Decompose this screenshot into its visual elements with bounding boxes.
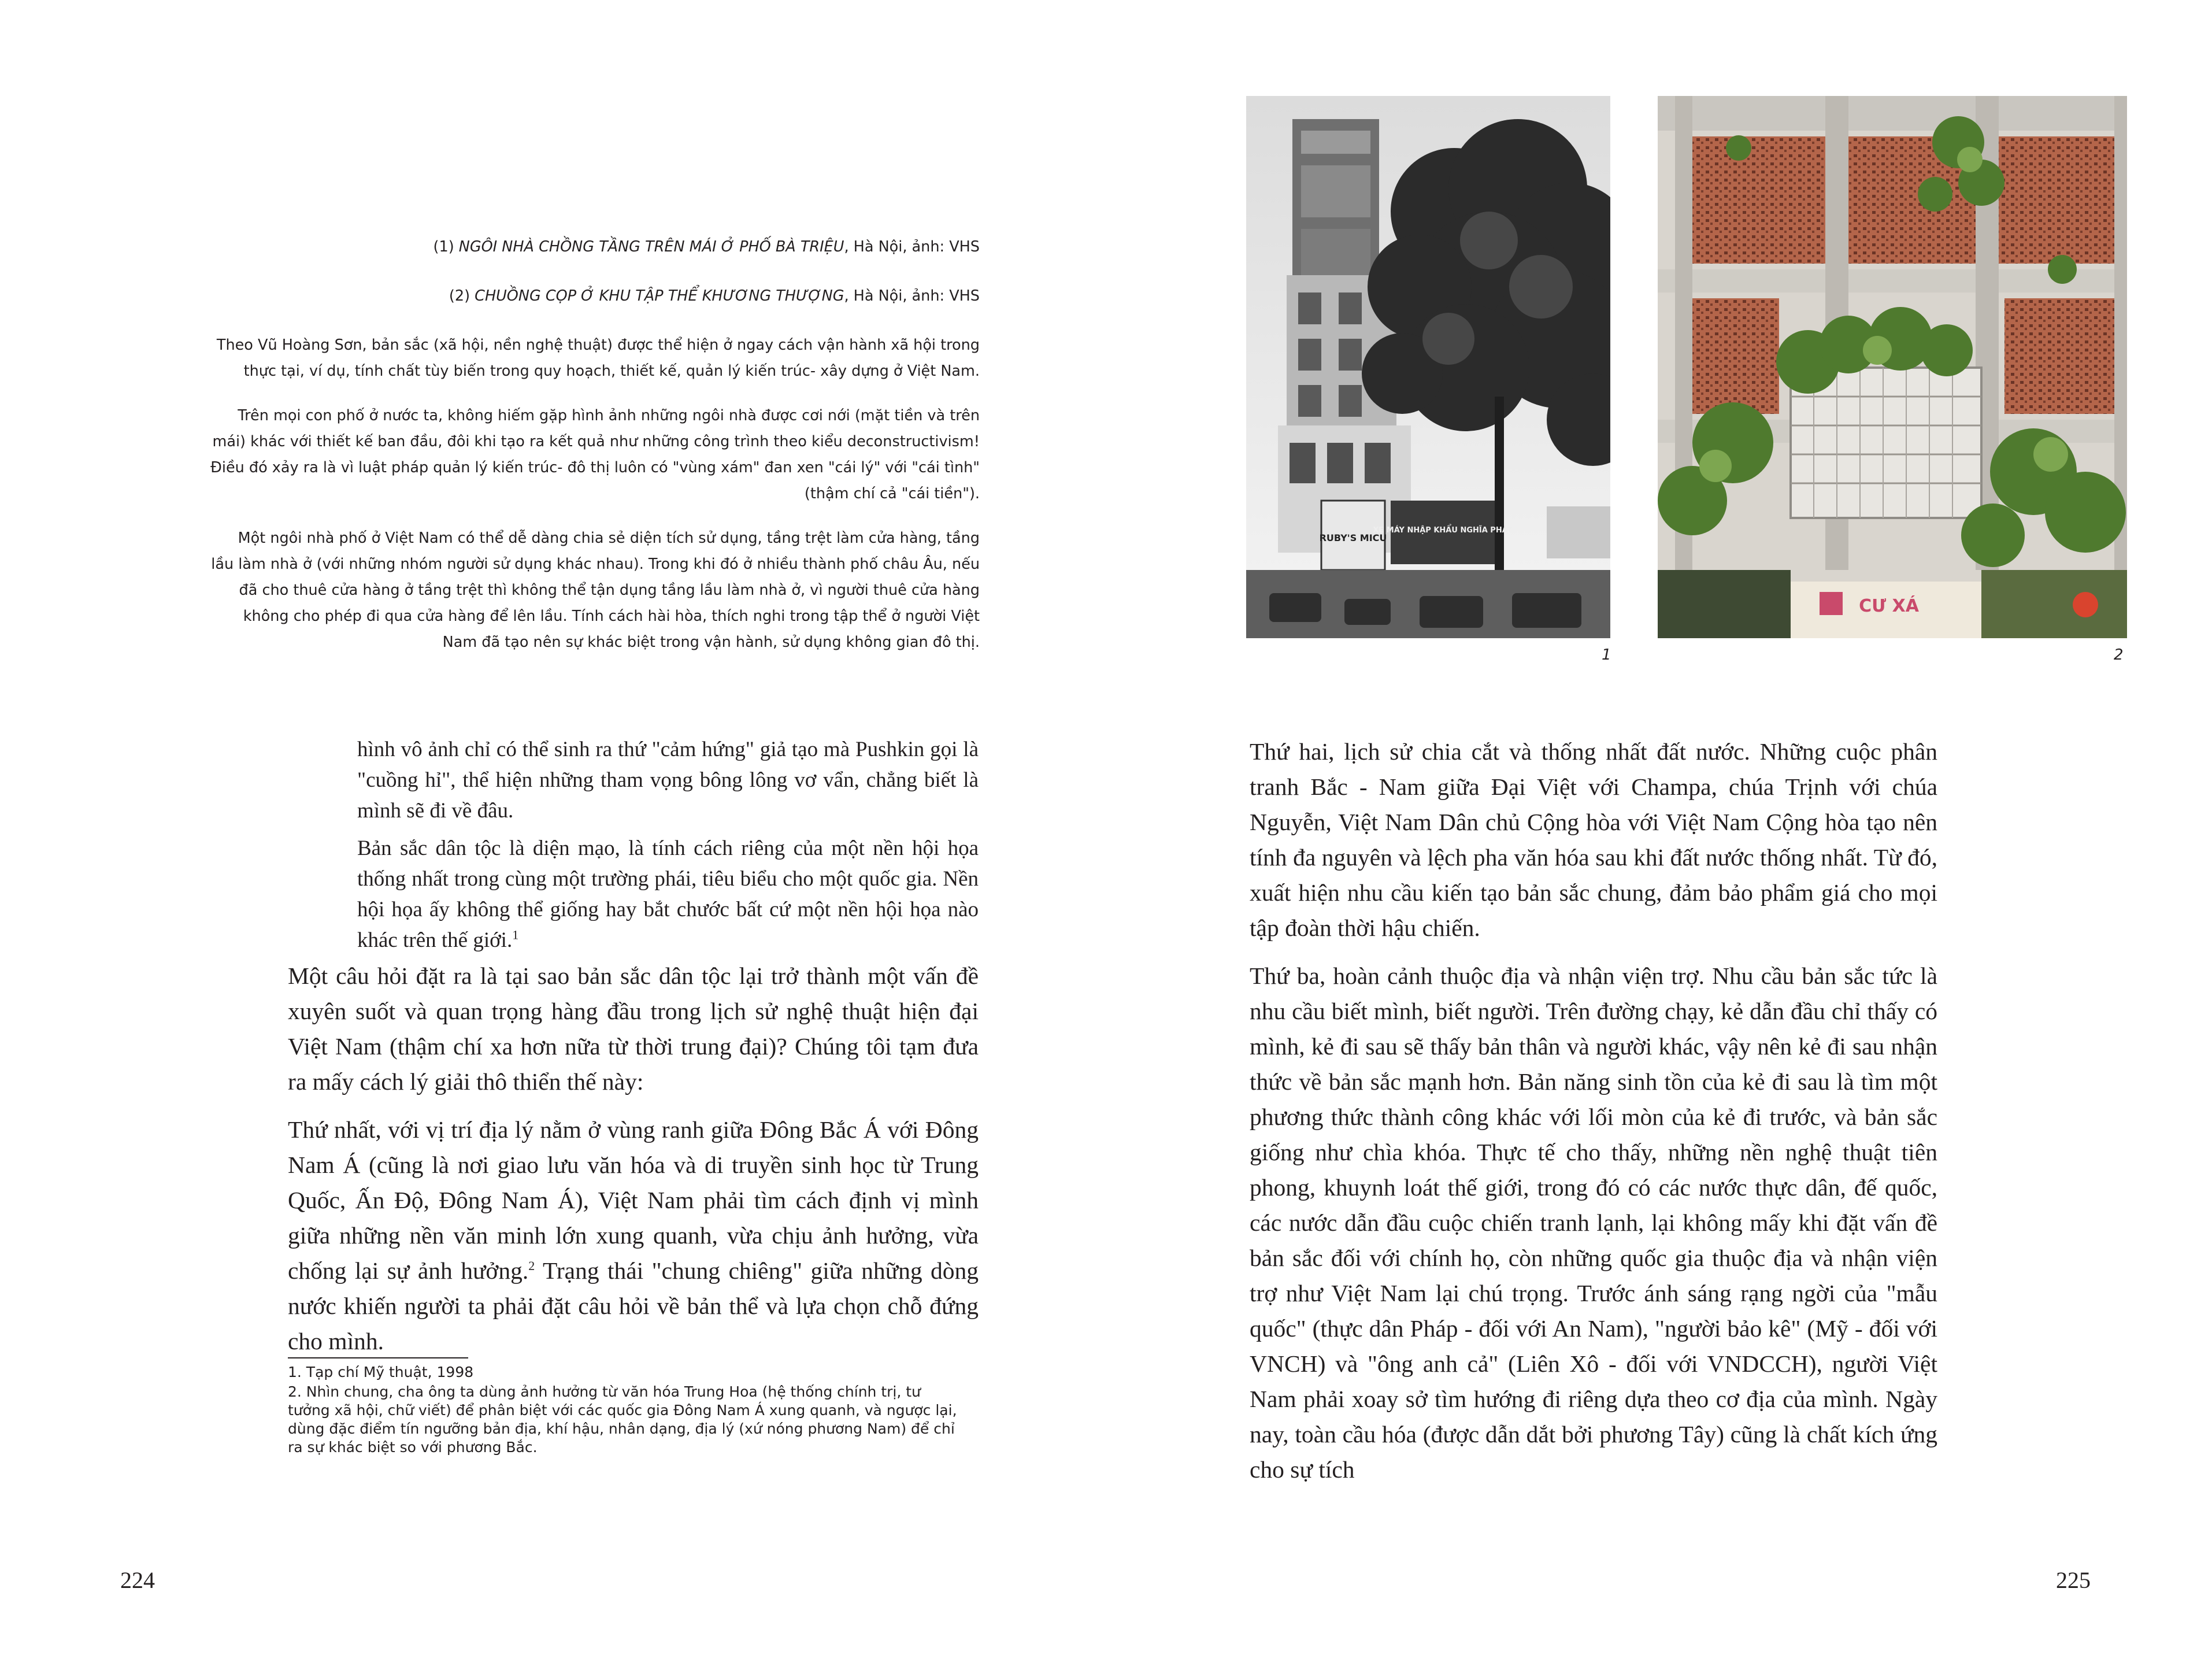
photo-rooftop-house	[1246, 96, 1610, 638]
photo-number-2: 2	[2114, 646, 2124, 664]
right-page	[1106, 0, 2212, 1666]
photo-sign-ruby: RUBY'S MICU	[1319, 532, 1387, 543]
footnote: 1. Tạp chí Mỹ thuật, 1998	[288, 1364, 474, 1380]
photo-caption-2: (2) CHUỒNG CỌP Ở KHU TẬP THỂ KHƯƠNG THƯỢNG, Hà Nội, ảnh: VHS	[449, 287, 980, 305]
footnote-ref: 1	[512, 927, 519, 942]
photo-sign-nghia-phat: XE MÁY NHẬP KHẨU NGHĨA PHÁT	[1373, 526, 1513, 535]
side-note	[116, 234, 980, 674]
body-paragraph: Thứ ba, hoàn cảnh thuộc địa và nhận viện trợ. Nhu cầu bản sắc tức là nhu cầu biết mình, biết người. Trên đường chạy, kẻ dẫn đầu chỉ thấy có mình, kẻ đi sau sẽ thấy bản thân và người khác, vậy nên kẻ đi sau nhận thức về bản sắc mạnh hơn. Bản năng sinh tồn của kẻ đi sau là tìm một phương thức thành công khác với lối mòn của kẻ đi trước, và bản sắc giống như chìa khóa. Thực tế cho thấy, những nền nghệ thuật tiên phong, khuynh loát thế giới, trong đó có các nước thực dân, đế quốc, các nước dẫn đầu cuộc chiến tranh lạnh, lại không mấy khi đặt vấn đề bản sắc đối với chính họ, còn những quốc gia thuộc địa và nhận viện trợ như Việt Nam lại chú trọng. Trước ánh sáng rạng ngời của "mẫu quốc" (thực dân Pháp - đối với An Nam), "người bảo kê" (Mỹ - đối với VNCH) và "ông anh cả" (Liên Xô - đối với VNDCCH), người Việt Nam phải xoay sở tìm hướng đi riêng dựa theo cơ địa của mình. Ngày nay, toàn cầu hóa (được dẫn dắt bởi phương Tây) cũng là chất kích ứng cho sự tích	[1250, 962, 1937, 1483]
note-paragraph: Theo Vũ Hoàng Sơn, bản sắc (xã hội, nền nghệ thuật) được thể hiện ở ngay cách vận hành xã hội trong thực tại, ví dụ, tính chất tùy biến trong quy hoạch, thiết kế, quản lý kiến trúc- xây dựng ở Việt Nam.	[216, 336, 980, 380]
photo-rooftop-house-image	[1246, 96, 1610, 638]
body-paragraph: Thứ nhất, với vị trí địa lý nằm ở vùng ranh giữa Đông Bắc Á với Đông Nam Á (cũng là nơi giao lưu văn hóa và di truyền sinh học từ Trung Quốc, Ấn Độ, Đông Nam Á), Việt Nam phải tìm cách định vị mình giữa những nền văn minh lớn xung quanh, vừa chịu ảnh hưởng, vừa chống lại sự ảnh hưởng.$^2$ Trạng thái "chung chiêng" giữa những dòng nước khiến người ta phải đặt câu hỏi về bản thể và lựa chọn chỗ đứng cho mình.	[288, 1116, 979, 1354]
footnotes	[288, 1363, 958, 1458]
photo-sign-cu-xa: CƯ XÁ	[1859, 596, 1919, 616]
footnote-ref: 2	[528, 1258, 535, 1273]
photo-tiger-cage-balcony	[1658, 96, 2127, 638]
photo-tiger-cage-balcony-image	[1658, 96, 2127, 638]
page-number: 224	[120, 1567, 155, 1593]
footnote-divider	[288, 1357, 468, 1358]
quote-paragraph: Bản sắc dân tộc là diện mạo, là tính cách riêng của một nền hội họa thống nhất trong cùng một trường phái, tiêu biểu cho một quốc gia. Nền hội họa ấy không thể giống hay bắt chước bất cứ một nền hội họa nào khác trên thế giới.$^1$	[357, 836, 979, 952]
quote-paragraph: hình vô ảnh chỉ có thể sinh ra thứ "cảm hứng" giả tạo mà Pushkin gọi là "cuồng hỉ", thể hiện những tham vọng bông lông vơ vẩn, chẳng biết là mình sẽ đi về đâu.	[357, 738, 979, 823]
photo-caption-1: (1) NGÔI NHÀ CHỒNG TẦNG TRÊN MÁI Ở PHỐ BÀ TRIỆU, Hà Nội, ảnh: VHS	[433, 238, 980, 256]
page-number: 225	[2056, 1567, 2091, 1593]
body-text	[1250, 734, 1937, 1487]
body-paragraph: Một câu hỏi đặt ra là tại sao bản sắc dân tộc lại trở thành một vấn đề xuyên suốt và quan trọng hàng đầu trong lịch sử nghệ thuật hiện đại Việt Nam (thậm chí xa hơn nữa từ thời trung đại)? Chúng tôi tạm đưa ra mấy cách lý giải thô thiển thế này:	[288, 962, 979, 1095]
body-text	[288, 958, 979, 1359]
footnote: 2. Nhìn chung, cha ông ta dùng ảnh hưởng từ văn hóa Trung Hoa (hệ thống chính trị, tư tưởng xã hội, chữ viết) để phân biệt với các quốc gia Đông Nam Á xung quanh, và ngược lại, dùng đặc điểm tín ngưỡng bản địa, khí hậu, nhân dạng, địa lý (xứ nóng phương Nam) để chỉ ra sự khác biệt so với phương Bắc.	[288, 1383, 957, 1456]
note-paragraph: Trên mọi con phố ở nước ta, không hiếm gặp hình ảnh những ngôi nhà được cơi nới (mặt tiền và trên mái) khác với thiết kế ban đầu, đôi khi tạo ra kết quả như những công trình theo kiểu deconstructivism! Điều đó xảy ra là vì luật pháp quản lý kiến trúc- đô thị luôn có "vùng xám" đan xen "cái lý" với "cái tình" (thậm chí cả "cái tiền").	[210, 407, 980, 502]
block-quote	[357, 734, 979, 956]
photo-number-1: 1	[1602, 646, 1611, 664]
note-paragraph: Một ngôi nhà phố ở Việt Nam có thể dễ dàng chia sẻ diện tích sử dụng, tầng trệt làm cửa hàng, tầng lầu làm nhà ở (với những nhóm người sử dụng khác nhau). Trong khi đó ở nhiều thành phố châu Âu, nếu đã cho thuê cửa hàng ở tầng trệt thì không thể tận dụng tầng lầu làm nhà ở, vì người thuê cửa hàng không cho phép đi qua cửa hàng để lên lầu. Tính cách hài hòa, thích nghi trong tập thể ở người Việt Nam đã tạo nên sự khác biệt trong vận hành, sử dụng không gian đô thị.	[211, 530, 980, 651]
body-paragraph: Thứ hai, lịch sử chia cắt và thống nhất đất nước. Những cuộc phân tranh Bắc - Nam giữa Đại Việt với Champa, chúa Trịnh với chúa Nguyễn, Việt Nam Dân chủ Cộng hòa với Việt Nam Cộng hòa tạo nên tính đa nguyên và lệch pha văn hóa sau khi đất nước thống nhất. Từ đó, xuất hiện nhu cầu kiến tạo bản sắc chung, đảm bảo phẩm giá cho mọi tập đoàn thời hậu chiến.	[1250, 738, 1937, 941]
